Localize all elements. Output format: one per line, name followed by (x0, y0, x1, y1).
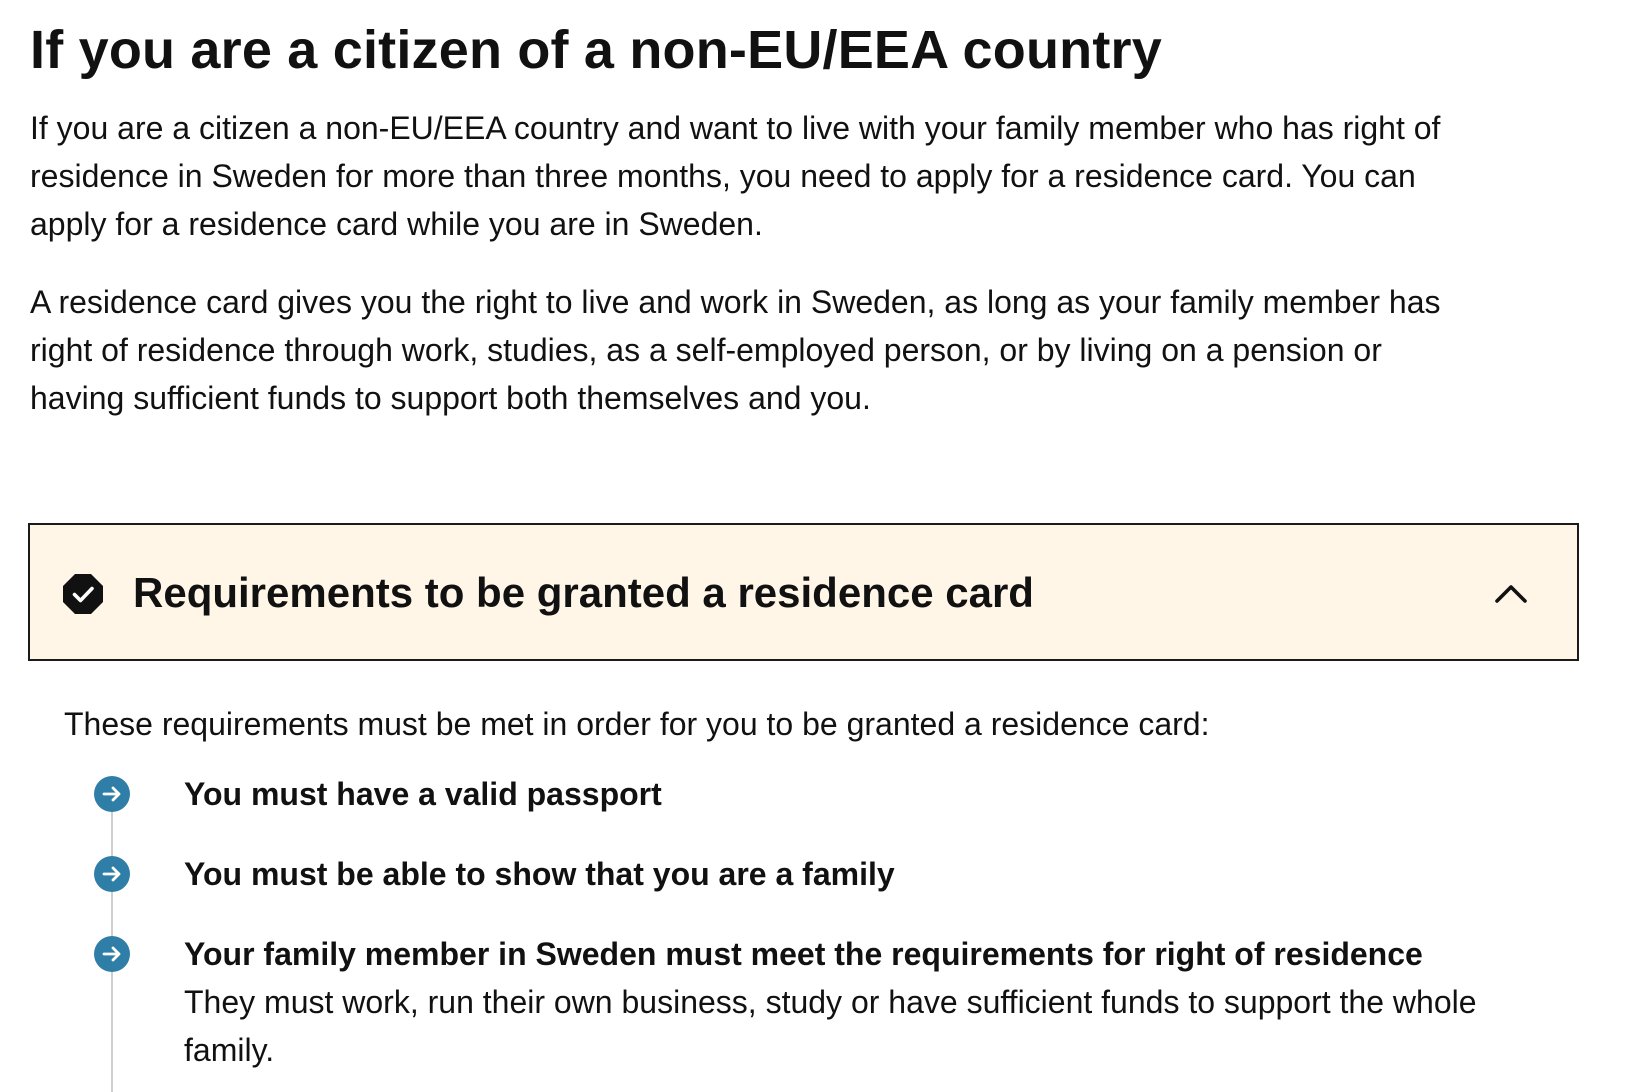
residence-card-paragraph: A residence card gives you the right to live and work in Sweden, as long as your family member has right of residence through work, studies, as a self-employed person, or by living on a pension or having sufficient funds to support both themselves and you. (30, 284, 1441, 416)
expander-title: Requirements to be granted a residence card (133, 569, 1034, 616)
requirements-list (94, 770, 1574, 1086)
page-title: If you are a citizen of a non-EU/EEA country (30, 20, 1162, 80)
arrow-right-circle-icon (94, 936, 130, 972)
check-badge-icon (62, 573, 104, 615)
arrow-right-circle-icon (94, 856, 130, 892)
chevron-up-icon[interactable] (1493, 579, 1529, 607)
requirements-expander-header[interactable] (28, 523, 1579, 661)
intro-paragraph: If you are a citizen a non-EU/EEA country and want to live with your family member who has right of residence in Sweden for more than three months, you need to apply for a residence card. You can apply for a residence card while you are in Sweden. (30, 110, 1441, 242)
requirements-intro: These requirements must be met in order for you to be granted a residence card: (64, 706, 1210, 742)
requirement-title: Your family member in Sweden must meet the requirements for right of residence (184, 936, 1423, 972)
requirement-title: You must be able to show that you are a family (184, 856, 895, 892)
requirement-description: They must work, run their own business, study or have sufficient funds to support the whole family. (184, 984, 1477, 1068)
arrow-right-circle-icon (94, 776, 130, 812)
requirement-title: You must have a valid passport (184, 776, 662, 812)
